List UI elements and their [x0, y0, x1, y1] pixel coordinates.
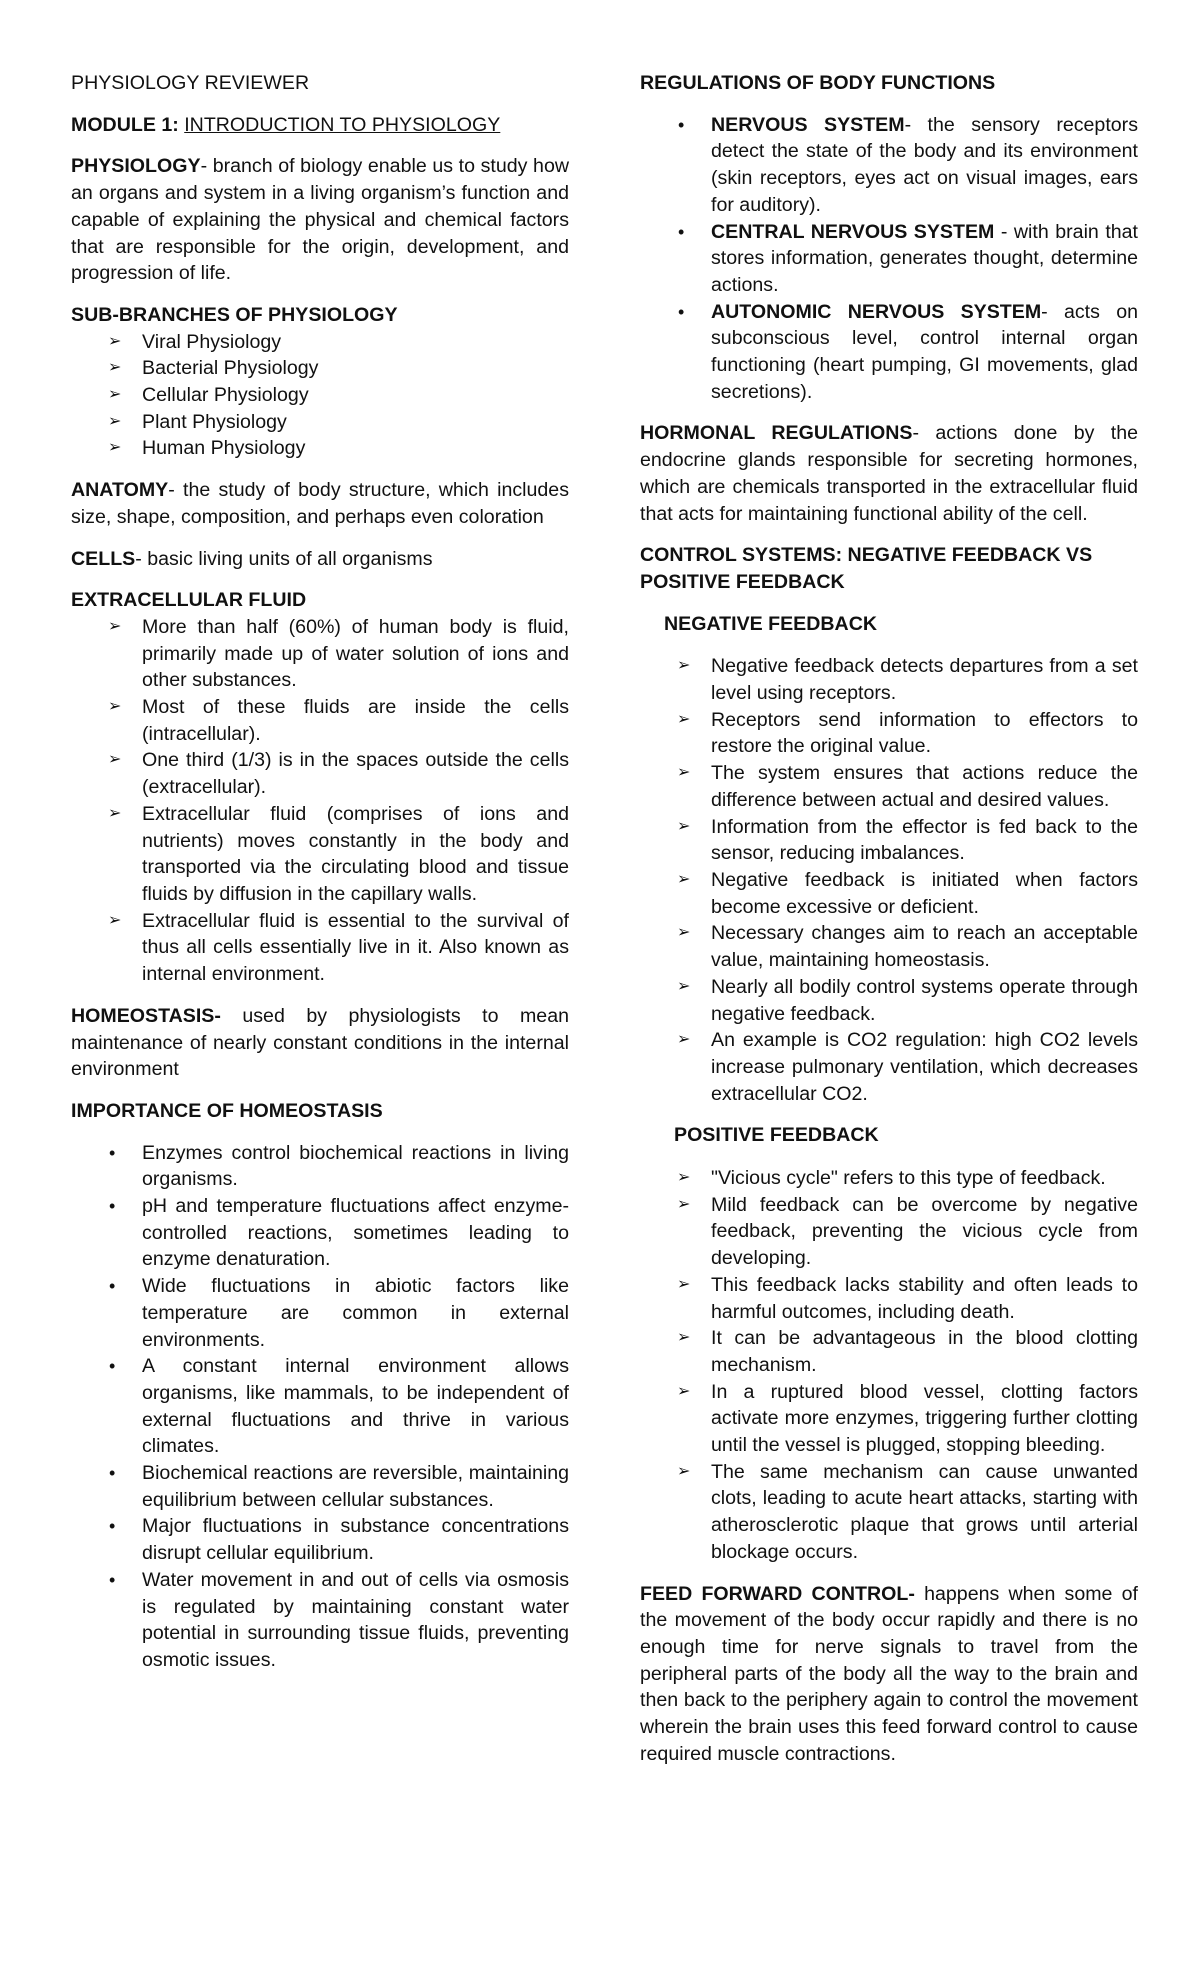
list-item-text: Human Physiology [142, 437, 306, 460]
bullet-icon: • [678, 301, 685, 322]
list-item-text: The system ensures that actions reduce the difference between actual and desired values. [711, 762, 1138, 811]
arrow-bullet-icon: ➢ [677, 870, 691, 888]
list-item-text: Necessary changes aim to reach an acceptable value, maintaining homeostasis. [711, 922, 1138, 972]
homeostasis-definition [71, 1003, 569, 1083]
list-item [640, 707, 1138, 760]
left-column [71, 70, 569, 1689]
list-item [640, 219, 1138, 299]
arrow-bullet-icon: ➢ [677, 977, 691, 995]
list-item-text: Plant Physiology [142, 410, 287, 433]
positive-feedback-list [640, 1165, 1138, 1566]
list-item-text: In a ruptured blood vessel, clotting factors activate more enzymes, triggering further clotting until the vessel is plugged, stopping bleeding. [711, 1380, 1138, 1457]
right-column [640, 70, 1138, 1782]
arrow-bullet-icon: ➢ [677, 1169, 691, 1187]
feedforward-def-text: happens when some of the movement of the body occur rapidly and there is no enough time for nerve signals to travel from the peripheral parts of the body all the way to the brain and then back to the periphery again to control the movement wherein the brain uses this feed forward control to cause required muscle contractions. [640, 1582, 1138, 1765]
list-item [71, 1460, 569, 1513]
cells-term: CELLS [71, 547, 136, 570]
importance-heading: IMPORTANCE OF HOMEOSTASIS [71, 1099, 383, 1122]
list-item [640, 974, 1138, 1027]
list-item-text: Bacterial Physiology [142, 357, 319, 380]
subbranches-heading: SUB-BRANCHES OF PHYSIOLOGY [71, 303, 398, 326]
list-item-text: Water movement in and out of cells via osmosis is regulated by maintaining constant water potential in surrounding tissue fluids, preventing osmotic issues. [142, 1568, 569, 1671]
arrow-bullet-icon: ➢ [108, 804, 122, 822]
list-item [640, 1325, 1138, 1378]
list-item [640, 1459, 1138, 1566]
module-label: MODULE 1: [71, 113, 179, 136]
anatomy-def-text: - the study of body structure, which includes size, shape, composition, and perhaps even coloration [71, 479, 569, 528]
bullet-icon: • [109, 1569, 116, 1590]
list-item-text: "Vicious cycle" refers to this type of feedback. [711, 1167, 1106, 1190]
list-item [71, 694, 569, 747]
feedforward-term: FEED FORWARD CONTROL- [640, 1582, 915, 1605]
list-item [71, 1193, 569, 1273]
bullet-icon: • [678, 114, 685, 135]
nervous-system-text: - the sensory receptors detect the state of the body and its environment (skin receptors, eyes act on visual images, ears for auditory). [711, 113, 1138, 216]
bullet-icon: • [109, 1356, 116, 1377]
list-item-text: Cellular Physiology [142, 384, 309, 407]
hormonal-term: HORMONAL REGULATIONS [640, 422, 913, 445]
module-title: INTRODUCTION TO PHYSIOLOGY [184, 113, 501, 136]
bullet-icon: • [109, 1142, 116, 1163]
arrow-bullet-icon: ➢ [677, 710, 691, 728]
list-item [640, 867, 1138, 920]
list-item [640, 1272, 1138, 1325]
cns-text: - with brain that stores information, generates thought, determine actions. [711, 220, 1138, 296]
bullet-icon: • [109, 1276, 116, 1297]
list-item-text: Negative feedback detects departures from a set level using receptors. [711, 655, 1138, 705]
arrow-bullet-icon: ➢ [677, 1195, 691, 1213]
list-item-text: The same mechanism can cause unwanted clots, leading to acute heart attacks, starting with atherosclerotic plaque that grows until arterial blockage occurs. [711, 1460, 1138, 1563]
bullet-icon: • [109, 1196, 116, 1217]
ecf-list [71, 614, 569, 988]
arrow-bullet-icon: ➢ [108, 439, 122, 457]
document-title: PHYSIOLOGY REVIEWER [71, 72, 310, 94]
list-item [71, 329, 569, 356]
list-item [71, 382, 569, 409]
ecf-heading: EXTRACELLULAR FLUID [71, 589, 307, 612]
list-item [71, 1353, 569, 1460]
hormonal-definition [640, 420, 1138, 527]
arrow-bullet-icon: ➢ [108, 412, 122, 430]
ans-term: AUTONOMIC NERVOUS SYSTEM [711, 300, 1042, 323]
control-systems-heading: CONTROL SYSTEMS: NEGATIVE FEEDBACK VS POSITIVE FEEDBACK [640, 544, 1093, 593]
hormonal-def-text: - actions done by the endocrine glands responsible for secreting hormones, which are chemicals transported in the extracellular fluid that acts for maintaining functional ability of the cell. [640, 422, 1139, 525]
arrow-bullet-icon: ➢ [677, 1275, 691, 1293]
arrow-bullet-icon: ➢ [677, 657, 691, 675]
list-item [640, 1192, 1138, 1272]
list-item-text: Biochemical reactions are reversible, maintaining equilibrium between cellular substances. [142, 1462, 569, 1511]
list-item [71, 1140, 569, 1193]
list-item-text: Information from the effector is fed back to the sensor, reducing imbalances. [711, 815, 1138, 865]
positive-feedback-heading: POSITIVE FEEDBACK [674, 1124, 879, 1147]
list-item [640, 299, 1138, 406]
list-item-text: It can be advantageous in the blood clotting mechanism. [711, 1327, 1138, 1376]
list-item [71, 1273, 569, 1353]
list-item-text: A constant internal environment allows organisms, like mammals, to be independent of external fluctuations and thrive in various climates. [142, 1355, 569, 1458]
list-item [640, 1165, 1138, 1192]
list-item-text: Viral Physiology [142, 330, 282, 353]
homeostasis-term: HOMEOSTASIS- [71, 1004, 221, 1027]
bullet-icon: • [109, 1516, 116, 1537]
list-item [640, 653, 1138, 706]
list-item [71, 355, 569, 382]
cells-definition [71, 546, 569, 573]
arrow-bullet-icon: ➢ [108, 617, 122, 635]
anatomy-definition [71, 477, 569, 530]
list-item [640, 760, 1138, 813]
list-item [71, 409, 569, 436]
list-item [71, 614, 569, 694]
list-item-text: Negative feedback is initiated when factors become excessive or deficient. [711, 868, 1138, 918]
list-item-text: Wide fluctuations in abiotic factors like temperature are common in external environments. [142, 1275, 569, 1351]
regulations-list [640, 112, 1138, 406]
list-item [640, 1027, 1138, 1107]
physiology-definition [71, 153, 569, 287]
arrow-bullet-icon: ➢ [108, 698, 122, 716]
arrow-bullet-icon: ➢ [677, 1382, 691, 1400]
cells-def-text: - basic living units of all organisms [135, 547, 433, 570]
physiology-term: PHYSIOLOGY [71, 155, 201, 178]
list-item-text: An example is CO2 regulation: high CO2 levels increase pulmonary ventilation, which decreases extracellular CO2. [711, 1029, 1138, 1105]
nervous-system-term: NERVOUS SYSTEM [711, 113, 905, 136]
list-item-text: One third (1/3) is in the spaces outside the cells (extracellular). [142, 749, 569, 799]
module-heading [71, 112, 569, 139]
regulations-heading: REGULATIONS OF BODY FUNCTIONS [640, 72, 996, 94]
list-item-text: Extracellular fluid is essential to the survival of thus all cells essentially live in it. Also known as internal environment. [142, 909, 569, 986]
list-item [640, 112, 1138, 219]
arrow-bullet-icon: ➢ [108, 751, 122, 769]
feedforward-definition [640, 1581, 1138, 1768]
list-item-text: pH and temperature fluctuations affect enzyme-controlled reactions, sometimes leading to enzyme denaturation. [142, 1195, 569, 1271]
list-item [640, 920, 1138, 973]
list-item-text: More than half (60%) of human body is fluid, primarily made up of water solution of ions and other substances. [142, 615, 569, 692]
arrow-bullet-icon: ➢ [677, 764, 691, 782]
importance-list [71, 1140, 569, 1674]
arrow-bullet-icon: ➢ [677, 817, 691, 835]
arrow-bullet-icon: ➢ [108, 332, 122, 350]
list-item-text: Receptors send information to effectors to restore the original value. [711, 708, 1138, 758]
list-item [71, 1567, 569, 1674]
list-item-text: Nearly all bodily control systems operate through negative feedback. [711, 975, 1138, 1025]
anatomy-term: ANATOMY [71, 479, 169, 502]
homeostasis-def-text: used by physiologists to mean maintenance of nearly constant conditions in the internal environment [71, 1004, 569, 1081]
list-item [71, 908, 569, 988]
list-item [640, 814, 1138, 867]
arrow-bullet-icon: ➢ [677, 1031, 691, 1049]
arrow-bullet-icon: ➢ [108, 386, 122, 404]
physiology-def-text: - branch of biology enable us to study how an organs and system in a living organism’s function and capable of explaining the physical and chemical factors that are responsible for the origin, development, and progression of life. [71, 155, 569, 285]
list-item-text: Most of these fluids are inside the cells (intracellular). [142, 696, 569, 745]
arrow-bullet-icon: ➢ [108, 911, 122, 929]
list-item [71, 435, 569, 462]
arrow-bullet-icon: ➢ [677, 1462, 691, 1480]
list-item-text: Major fluctuations in substance concentrations disrupt cellular equilibrium. [142, 1515, 569, 1565]
list-item-text: This feedback lacks stability and often leads to harmful outcomes, including death. [711, 1273, 1138, 1323]
arrow-bullet-icon: ➢ [677, 1329, 691, 1347]
cns-term: CENTRAL NERVOUS SYSTEM [711, 220, 995, 243]
list-item-text: Enzymes control biochemical reactions in living organisms. [142, 1141, 569, 1191]
list-item [71, 1513, 569, 1566]
list-item [640, 1379, 1138, 1459]
list-item-text: Extracellular fluid (comprises of ions and nutrients) moves constantly in the body and transported via the circulating blood and tissue fluids by diffusion in the capillary walls. [142, 802, 569, 905]
negative-feedback-heading: NEGATIVE FEEDBACK [664, 612, 878, 635]
bullet-icon: • [678, 221, 685, 242]
bullet-icon: • [109, 1463, 116, 1484]
negative-feedback-list [640, 653, 1138, 1107]
list-item [71, 801, 569, 908]
ans-text: - acts on subconscious level, control internal organ functioning (heart pumping, GI movements, glad secretions). [711, 300, 1138, 403]
arrow-bullet-icon: ➢ [677, 924, 691, 942]
subbranches-list [71, 329, 569, 463]
arrow-bullet-icon: ➢ [108, 359, 122, 377]
list-item-text: Mild feedback can be overcome by negative feedback, preventing the vicious cycle from developing. [711, 1193, 1138, 1270]
list-item [71, 747, 569, 800]
